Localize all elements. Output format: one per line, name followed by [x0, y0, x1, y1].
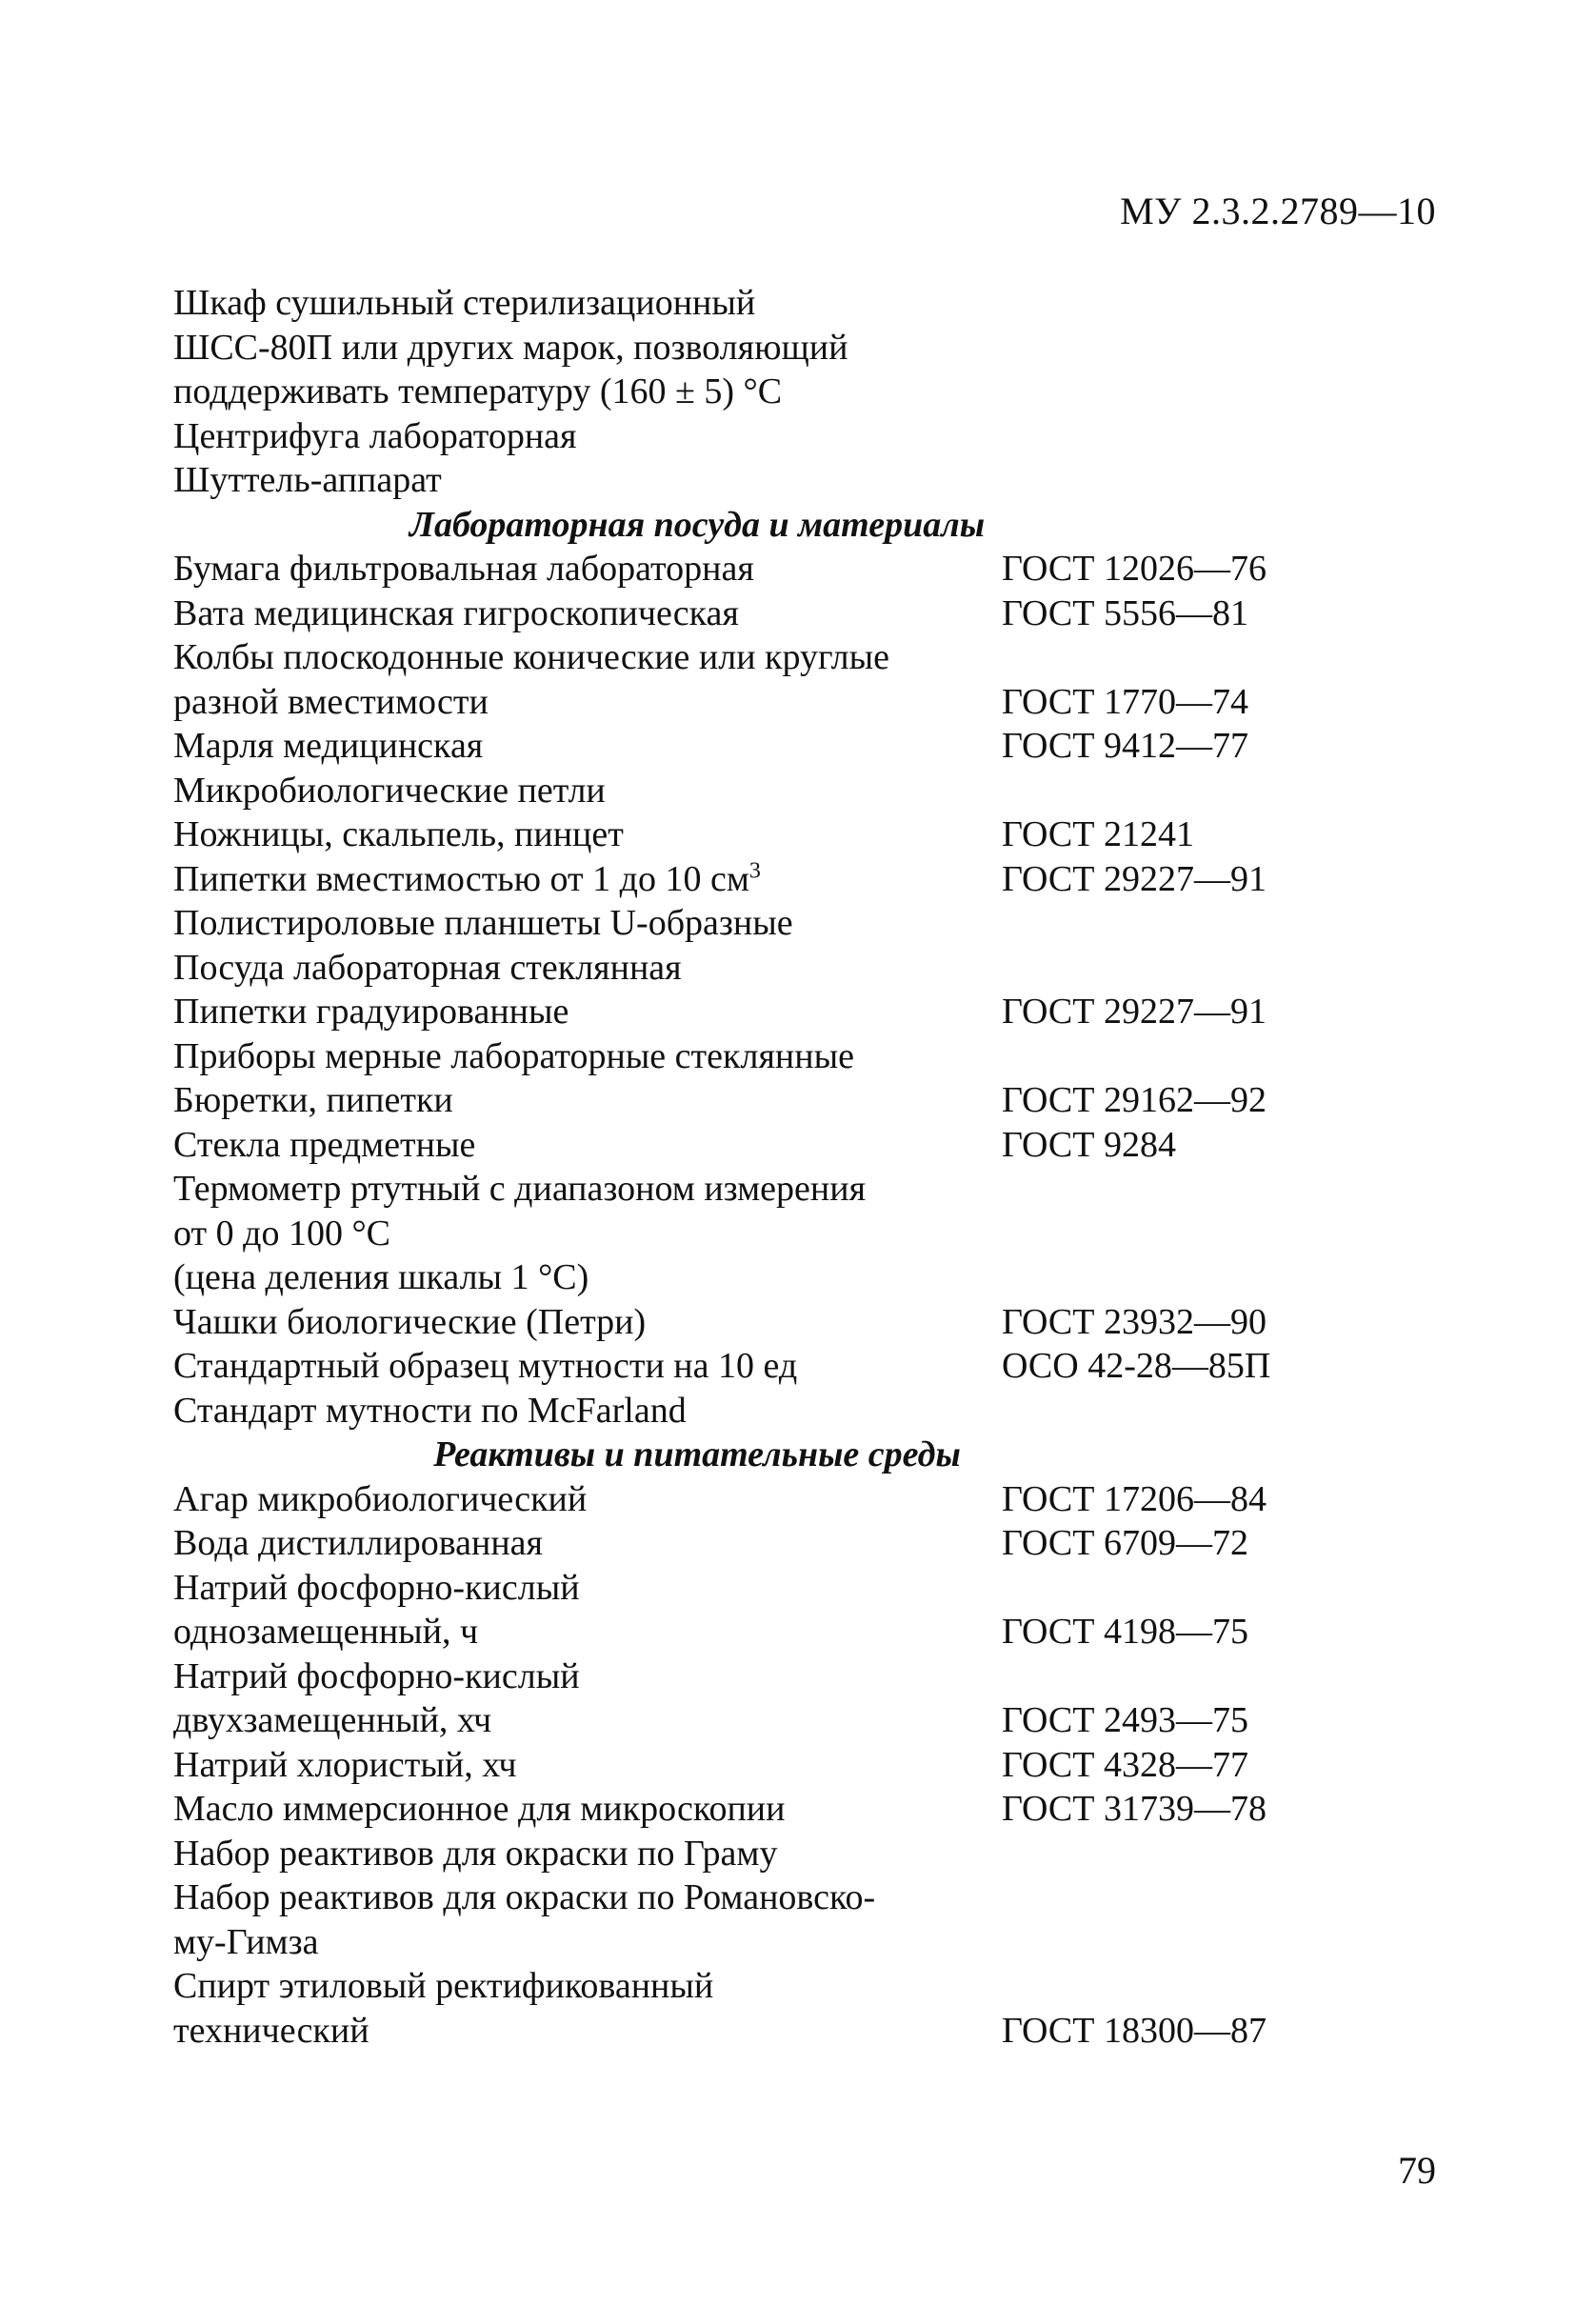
- list-item: [173, 812, 1316, 857]
- item-name-text: Масло иммерсионное для микроскопии: [173, 1789, 786, 1829]
- list-item: [173, 370, 1316, 414]
- list-item: [173, 1566, 1316, 1611]
- item-standard: ОСО 42-28—85П: [1002, 1346, 1271, 1386]
- item-name: [173, 769, 1002, 813]
- list-item: [173, 1167, 1316, 1212]
- item-name: [173, 990, 1002, 1034]
- item-name-text: Микробиологические петли: [173, 770, 606, 811]
- item-name: [173, 370, 1002, 414]
- item-name: [173, 1964, 1002, 2009]
- item-standard: ГОСТ 29227—91: [1002, 858, 1267, 899]
- item-standard: ГОСТ 18300—87: [1002, 2010, 1267, 2051]
- item-name: [173, 680, 1002, 725]
- item-name-text: разной вместимости: [173, 681, 489, 722]
- item-name-text: технический: [173, 2010, 369, 2051]
- item-name-text: Бумага фильтровальная лабораторная: [173, 549, 754, 589]
- item-name: [173, 724, 1002, 769]
- reagents-list: [173, 1477, 1316, 2054]
- item-name-text: Шкаф сушильный стерилизационный: [173, 283, 756, 323]
- item-standard: ГОСТ 5556—81: [1002, 592, 1248, 633]
- item-name: [173, 1610, 1002, 1654]
- item-name: [173, 281, 1002, 326]
- list-item: [173, 857, 1316, 902]
- item-name-text: Термометр ртутный с диапазоном измерения: [173, 1169, 867, 1209]
- list-item: [173, 1123, 1316, 1168]
- item-name: [173, 1698, 1002, 1743]
- item-name: [173, 901, 1002, 946]
- list-item: [173, 1300, 1316, 1345]
- list-item: [173, 1787, 1316, 1832]
- item-name-text: Чашки биологические (Петри): [173, 1301, 647, 1342]
- item-name: [173, 1255, 1002, 1300]
- item-name-text: однозамещенный, ч: [173, 1612, 479, 1652]
- item-name: [173, 1078, 1002, 1123]
- list-item: [173, 1832, 1316, 1876]
- list-item: [173, 1521, 1316, 1566]
- item-name-text: Пипетки градуированные: [173, 992, 569, 1032]
- list-item: [173, 2009, 1316, 2054]
- list-item: [173, 1078, 1316, 1123]
- list-item: [173, 1654, 1316, 1699]
- item-name-text: Полистироловые планшеты U-образные: [173, 903, 793, 943]
- item-name-text: Бюретки, пипетки: [173, 1080, 453, 1120]
- item-name: [173, 1344, 1002, 1389]
- materials-list: [173, 281, 1316, 2053]
- list-item: [173, 414, 1316, 459]
- item-name: [173, 1832, 1002, 1876]
- item-standard: ГОСТ 17206—84: [1002, 1478, 1267, 1519]
- item-name-text: Посуда лабораторная стеклянная: [173, 947, 682, 988]
- item-name: [173, 857, 1002, 902]
- item-name-text: Спирт этиловый ректификованный: [173, 1966, 714, 2006]
- item-name: [173, 2009, 1002, 2054]
- list-item: [173, 1920, 1316, 1965]
- item-name: [173, 1300, 1002, 1345]
- page-number: 79: [1398, 2149, 1436, 2192]
- item-name: [173, 547, 1002, 592]
- item-name-text: двухзамещенный, хч: [173, 1700, 492, 1740]
- item-name: [173, 1787, 1002, 1832]
- item-name: [173, 1034, 1002, 1079]
- item-name-text: Стекла предметные: [173, 1124, 476, 1165]
- list-item: [173, 724, 1316, 769]
- item-name-text: Набор реактивов для окраски по Граму: [173, 1833, 778, 1874]
- list-item: [173, 990, 1316, 1034]
- item-name: [173, 1920, 1002, 1965]
- item-name-text: му-Гимза: [173, 1921, 319, 1962]
- item-name: [173, 1477, 1002, 1522]
- list-item: [173, 769, 1316, 813]
- list-item: [173, 281, 1316, 326]
- item-name: [173, 1123, 1002, 1168]
- item-standard: ГОСТ 1770—74: [1002, 681, 1248, 722]
- item-standard: ГОСТ 12026—76: [1002, 549, 1267, 589]
- item-standard: ГОСТ 9412—77: [1002, 726, 1248, 766]
- item-name-text: Натрий фосфорно-кислый: [173, 1655, 580, 1696]
- item-name-text: Шуттель-аппарат: [173, 460, 442, 500]
- item-name-text: Пипетки вместимостью от 1 до 10 см: [173, 858, 749, 899]
- document-code-header: МУ 2.3.2.2789—10: [1120, 190, 1436, 232]
- item-name: [173, 414, 1002, 459]
- item-name: [173, 326, 1002, 371]
- item-name-text: от 0 до 100 °С: [173, 1213, 390, 1253]
- item-name-text: Стандартный образец мутности на 10 ед: [173, 1346, 798, 1386]
- list-item: [173, 326, 1316, 371]
- item-name-text: Приборы мерные лабораторные стеклянные: [173, 1035, 854, 1076]
- item-name: [173, 1167, 1002, 1212]
- item-standard: ГОСТ 21241: [1002, 814, 1194, 854]
- list-item: [173, 1034, 1316, 1079]
- item-name: [173, 1743, 1002, 1788]
- item-name-text: Центрифуга лабораторная: [173, 415, 577, 456]
- list-item: [173, 1698, 1316, 1743]
- item-standard: ГОСТ 29162—92: [1002, 1080, 1267, 1120]
- list-item: [173, 1389, 1316, 1434]
- item-standard: ГОСТ 31739—78: [1002, 1789, 1267, 1829]
- item-name-text: Стандарт мутности по McFarland: [173, 1390, 687, 1431]
- item-name-text: Марля медицинская: [173, 726, 484, 766]
- item-name-text: Натрий хлористый, хч: [173, 1744, 517, 1785]
- list-item: [173, 1964, 1316, 2009]
- list-item: [173, 1477, 1316, 1522]
- list-item: [173, 1212, 1316, 1256]
- list-item: [173, 946, 1316, 991]
- section-title-reagents: Реактивы и питательные среды: [433, 1434, 961, 1474]
- list-item: [173, 1875, 1316, 1920]
- item-name-superscript: 3: [748, 857, 761, 883]
- list-item: [173, 1610, 1316, 1654]
- list-item: [173, 680, 1316, 725]
- item-standard: ГОСТ 23932—90: [1002, 1301, 1267, 1342]
- item-name-text: Набор реактивов для окраски по Романовско-: [173, 1877, 876, 1917]
- item-standard: ГОСТ 2493—75: [1002, 1700, 1248, 1740]
- list-item: [173, 635, 1316, 680]
- item-name: [173, 812, 1002, 857]
- item-standard: ГОСТ 4198—75: [1002, 1612, 1248, 1652]
- list-item: [173, 1255, 1316, 1300]
- item-name: [173, 1566, 1002, 1611]
- list-item: [173, 458, 1316, 503]
- item-name-text: (цена деления шкалы 1 °С): [173, 1257, 589, 1297]
- item-name-text: Вода дистиллированная: [173, 1523, 544, 1563]
- list-item: [173, 901, 1316, 946]
- list-item: [173, 547, 1316, 592]
- item-name: [173, 592, 1002, 636]
- item-name: [173, 458, 1002, 503]
- list-item: [173, 592, 1316, 636]
- item-name-text: ШСС-80П или других марок, позволяющий: [173, 327, 848, 368]
- item-name-text: Агар микробиологический: [173, 1478, 588, 1519]
- item-name: [173, 1521, 1002, 1566]
- item-name: [173, 946, 1002, 991]
- item-name-text: поддерживать температуру (160 ± 5) °С: [173, 371, 783, 411]
- item-name: [173, 1654, 1002, 1699]
- item-name: [173, 1212, 1002, 1256]
- item-name-text: Натрий фосфорно-кислый: [173, 1567, 580, 1608]
- item-standard: ГОСТ 6709—72: [1002, 1523, 1248, 1563]
- glassware-list: [173, 547, 1316, 1433]
- item-name-text: Ножницы, скальпель, пинцет: [173, 814, 624, 854]
- item-standard: ГОСТ 4328—77: [1002, 1744, 1248, 1785]
- item-name: [173, 1875, 1002, 1920]
- item-standard: ГОСТ 9284: [1002, 1124, 1176, 1165]
- item-name-text: Колбы плоскодонные конические или круглые: [173, 637, 890, 677]
- item-name: [173, 635, 1002, 680]
- item-name: [173, 1389, 1002, 1434]
- list-item: [173, 1743, 1316, 1788]
- item-name-text: Вата медицинская гигроскопическая: [173, 592, 739, 633]
- section-title-glassware: Лабораторная посуда и материалы: [409, 504, 986, 545]
- equipment-list: [173, 281, 1316, 503]
- item-standard: ГОСТ 29227—91: [1002, 992, 1267, 1032]
- list-item: [173, 1344, 1316, 1389]
